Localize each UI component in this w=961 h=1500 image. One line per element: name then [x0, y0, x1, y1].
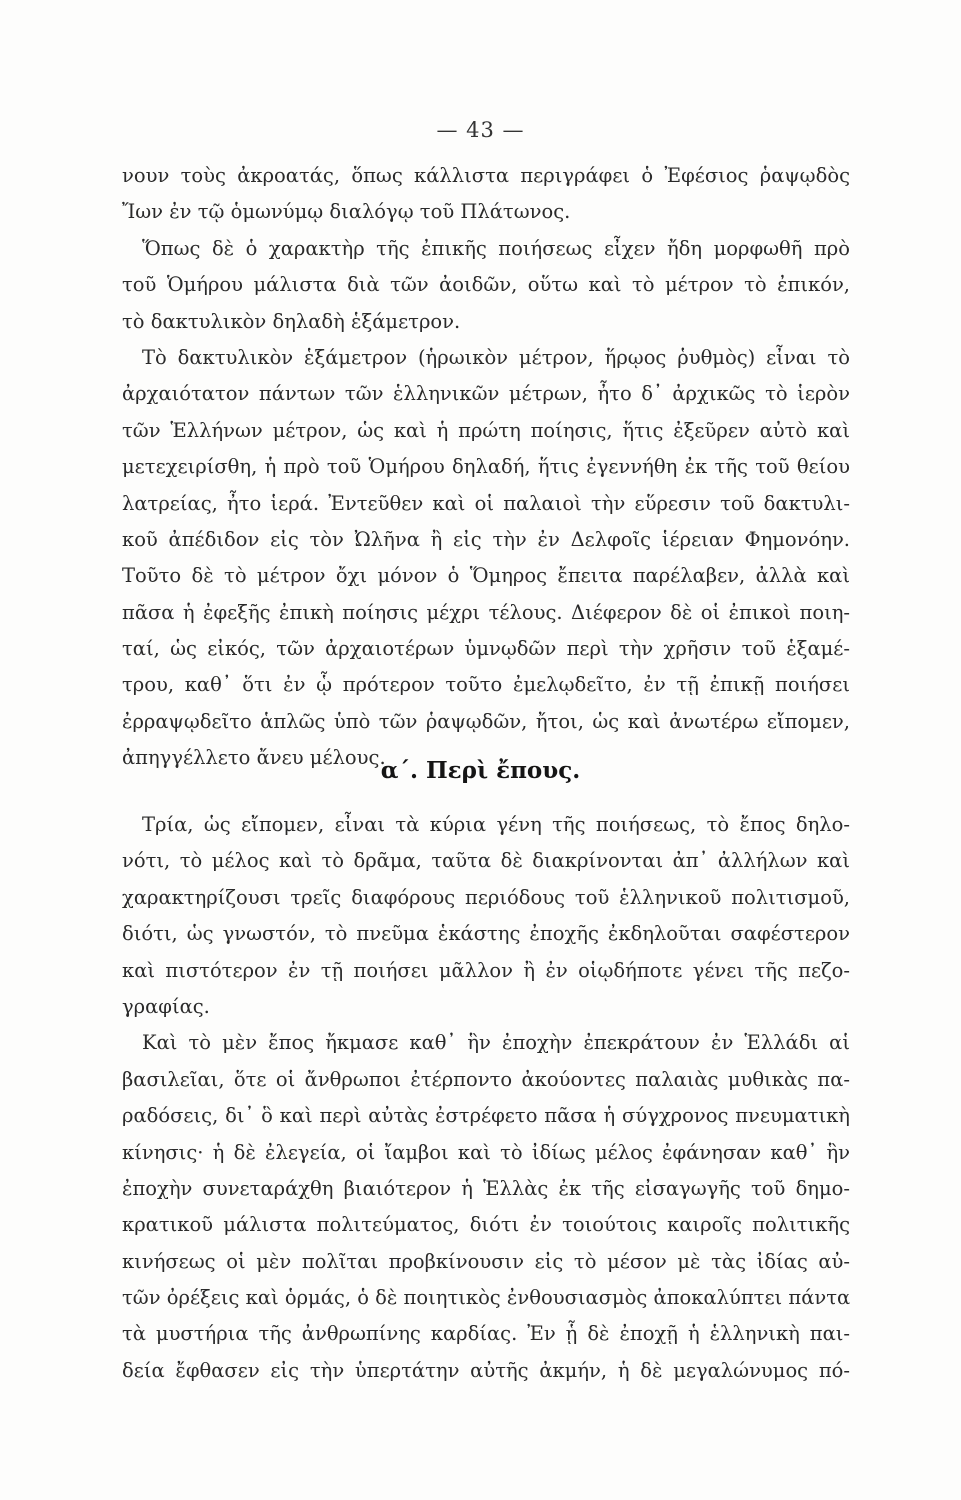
text-line: Τοῦτο δὲ τὸ μέτρον ὄχι μόνον ὁ Ὅμηρος ἔπειτα παρέλαβεν, ἀλλὰ καὶ [122, 564, 850, 588]
text-line: κρατικοῦ μάλιστα πολιτεύματος, διότι ἐν τοιούτοις καιροῖς πολιτικῆς [122, 1213, 850, 1237]
text-line: τὸ δακτυλικὸν δηλαδὴ ἑξάμετρον. [122, 309, 461, 333]
text-line: χαρακτηρίζουσι τρεῖς διαφόρους περιόδους τοῦ ἑλληνικοῦ πολιτισμοῦ, [122, 885, 850, 909]
text-line: ταί, ὡς εἰκός, τῶν ἀρχαιοτέρων ὑμνῳδῶν περὶ τὴν χρῆσιν τοῦ ἑξαμέ- [122, 637, 850, 661]
text-line: ἐποχὴν συνεταράχθη βιαιότερον ἡ Ἑλλὰς ἐκ τῆς εἰσαγωγῆς τοῦ δημο- [122, 1176, 850, 1200]
text-line: Τὸ δακτυλικὸν ἑξάμετρον (ἡρωικὸν μέτρον, ἥρῳος ῥυθμὸς) εἶναι τὸ [142, 345, 850, 369]
text-line: Καὶ τὸ μὲν ἔπος ἤκμασε καθ᾽ ἣν ἐποχὴν ἐπεκράτουν ἐν Ἑλλάδι αἱ [142, 1031, 850, 1055]
text-line: δεία ἔφθασεν εἰς τὴν ὑπερτάτην αὐτῆς ἀκμήν, ἡ δὲ μεγαλώνυμος πό- [122, 1358, 850, 1382]
text-line: κοῦ ἀπέδιδον εἰς τὸν Ὠλῆνα ἢ εἰς τὴν ἐν Δελφοῖς ἱέρειαν Φημονόην. [122, 527, 850, 551]
section-paragraphs [122, 807, 850, 1389]
page-number: — 43 — [436, 118, 525, 142]
text-line: γραφίας. [122, 994, 210, 1018]
text-line: Τρία, ὡς εἴπομεν, εἶναι τὰ κύρια γένη τῆς ποιήσεως, τὸ ἔπος δηλο- [142, 813, 850, 836]
text-line: βασιλεῖαι, ὅτε οἱ ἄνθρωποι ἐτέρποντο ἀκούοντες παλαιὰς μυθικὰς πα- [122, 1067, 850, 1091]
text-line: λατρείας, ἦτο ἱερά. Ἐντεῦθεν καὶ οἱ παλαιοὶ τὴν εὕρεσιν τοῦ δακτυλι- [122, 491, 850, 515]
section-heading: α΄. Περὶ ἔπους. [380, 757, 581, 784]
text-line: μετεχειρίσθη, ἡ πρὸ τοῦ Ὁμήρου δηλαδή, ἥτις ἐγεννήθη ἐκ τῆς τοῦ θείου [122, 455, 850, 479]
text-line: ραδόσεις, δι᾽ ὃ καὶ περὶ αὐτὰς ἐστρέφετο πᾶσα ἡ σύγχρονος πνευματικὴ [122, 1104, 850, 1128]
text-line: τὰ μυστήρια τῆς ἀνθρωπίνης καρδίας. Ἐν ᾗ δὲ ἐποχῇ ἡ ἑλληνικὴ παι- [122, 1322, 850, 1346]
text-line: πᾶσα ἡ ἐφεξῆς ἐπικὴ ποίησις μέχρι τέλους. Διέφερον δὲ οἱ ἐπικοὶ ποιη- [122, 600, 850, 624]
text-line: ἀρχαιότατον πάντων τῶν ἑλληνικῶν μέτρων, ἦτο δ᾽ ἀρχικῶς τὸ ἱερὸν [122, 382, 850, 406]
text-line: τοῦ Ὁμήρου μάλιστα διὰ τῶν ἀοιδῶν, οὕτω καὶ τὸ μέτρον τὸ ἐπικόν, [122, 273, 850, 297]
text-line: ἀπηγγέλλετο ἄνευ μέλους. [122, 746, 386, 770]
text-line: νότι, τὸ μέλος καὶ τὸ δρᾶμα, ταῦτα δὲ διακρίνονται ἀπ᾽ ἀλλήλων καὶ [122, 849, 850, 873]
text-line: τρου, καθ᾽ ὅτι ἐν ᾧ πρότερον τοῦτο ἐμελῳδεῖτο, ἐν τῇ ἐπικῇ ποιήσει [122, 673, 850, 697]
text-line: Ὅπως δὲ ὁ χαρακτὴρ τῆς ἐπικῆς ποιήσεως εἶχεν ἤδη μορφωθῆ πρὸ [142, 236, 850, 260]
text-line: καὶ πιστότερον ἐν τῇ ποιήσει μᾶλλον ἢ ἐν οἱῳδήποτε γένει τῆς πεζο- [122, 958, 850, 982]
text-line: κίνησις· ἡ δὲ ἐλεγεία, οἱ ἴαμβοι καὶ τὸ ἰδίως μέλος ἐφάνησαν καθ᾽ ἣν [122, 1140, 850, 1164]
text-line: Ἴων ἐν τῷ ὁμωνύμῳ διαλόγῳ τοῦ Πλάτωνος. [122, 200, 571, 224]
text-line: νουν τοὺς ἀκροατάς, ὅπως κάλλιστα περιγράφει ὁ Ἐφέσιος ῥαψῳδὸς [122, 164, 850, 187]
text-line: διότι, ὡς γνωστόν, τὸ πνεῦμα ἑκάστης ἐποχῆς ἐκδηλοῦται σαφέστερον [122, 922, 850, 946]
body-paragraphs [122, 158, 850, 777]
text-line: τῶν ὀρέξεις καὶ ὁρμάς, ὁ δὲ ποιητικὸς ἐνθουσιασμὸς ἀποκαλύπτει πάντα [122, 1286, 851, 1310]
text-line: κινήσεως οἱ μὲν πολῖται προβκίνουσιν εἰς τὸ μέσον μὲ τὰς ἰδίας αὐ- [122, 1249, 850, 1273]
text-line: τῶν Ἑλλήνων μέτρον, ὡς καὶ ἡ πρώτη ποίησις, ἥτις ἐξεῦρεν αὐτὸ καὶ [122, 418, 850, 442]
text-line: ἐρραψῳδεῖτο ἁπλῶς ὑπὸ τῶν ῥαψῳδῶν, ἤτοι, ὡς καὶ ἀνωτέρω εἴπομεν, [122, 709, 850, 733]
